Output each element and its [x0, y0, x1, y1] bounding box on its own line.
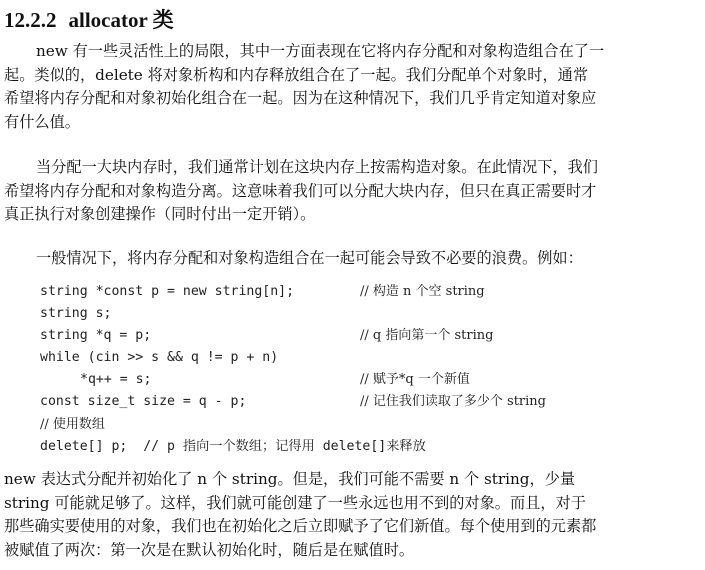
code-line [40, 436, 680, 458]
code-block [40, 281, 680, 458]
section-number: 12.2.2 [4, 8, 57, 32]
paragraph-3 [4, 247, 700, 271]
paragraph-1 [4, 40, 700, 134]
code-line [40, 347, 680, 369]
code-text: const size_t size = q - p; [40, 394, 247, 410]
paragraph-line: 有什么值。 [4, 112, 80, 131]
code-comment: // 使用数组 [40, 416, 105, 432]
paragraph-line: 真正执行对象创建操作（同时付出一定开销）。 [4, 205, 316, 223]
section-heading [4, 6, 174, 34]
code-text: *q++ = s; [80, 372, 152, 388]
code-comment: // 记住我们读取了多少个 string [360, 394, 546, 410]
paragraph-line: 被赋值了两次：第一次是在默认初始化时，随后是在赋值时。 [4, 540, 415, 559]
code-text: delete[] p; // p 指向一个数组；记得用 delete[]来释放 [40, 438, 426, 454]
paragraph-line: 那些确实要使用的对象，我们也在初始化之后立即赋予了它们新值。每个使用到的元素都 [4, 517, 597, 535]
code-text: while (cin >> s && q != p + n) [40, 350, 279, 366]
code-line [40, 391, 680, 413]
code-comment: // 赋予*q 一个新值 [360, 372, 470, 388]
paragraph-line: 希望将内存分配和对象构造分离。这意味着我们可以分配大块内存，但只在真正需要时才 [4, 181, 597, 200]
paragraph-line: 起。类似的，delete 将对象析构和内存释放组合在了一起。我们分配单个对象时，通常 [4, 65, 589, 84]
code-text: string *const p = new string[n]; [40, 284, 295, 299]
code-comment: // q 指向第一个 string [360, 328, 494, 344]
code-comment: // 构造 n 个空 string [360, 284, 485, 299]
paragraph-line: 当分配一大块内存时，我们通常计划在这块内存上按需构造对象。在此情况下，我们 [36, 158, 598, 176]
code-line [40, 281, 680, 303]
paragraph-line: 一般情况下，将内存分配和对象构造组合在一起可能会导致不必要的浪费。例如： [36, 249, 583, 267]
code-text: string *q = p; [40, 328, 152, 344]
paragraph-line: 希望将内存分配和对象初始化组合在一起。因为在这种情况下，我们几乎肯定知道对象应 [4, 89, 597, 107]
code-line [40, 325, 680, 347]
code-line [40, 414, 680, 436]
section-title: allocator 类 [68, 8, 174, 32]
code-text: string s; [40, 306, 112, 322]
paragraph-4 [4, 468, 700, 562]
code-line [40, 303, 680, 325]
paragraph-line: new 有一些灵活性上的局限，其中一方面表现在它将内存分配和对象构造组合在了一 [36, 42, 605, 60]
paragraph-line: string 可能就足够了。这样，我们就可能创建了一些永远也用不到的对象。而且，对于 [4, 493, 586, 512]
code-line [40, 369, 680, 391]
paragraph-2 [4, 156, 700, 227]
paragraph-line: new 表达式分配并初始化了 n 个 string。但是，我们可能不需要 n 个 string，少量 [4, 470, 576, 488]
